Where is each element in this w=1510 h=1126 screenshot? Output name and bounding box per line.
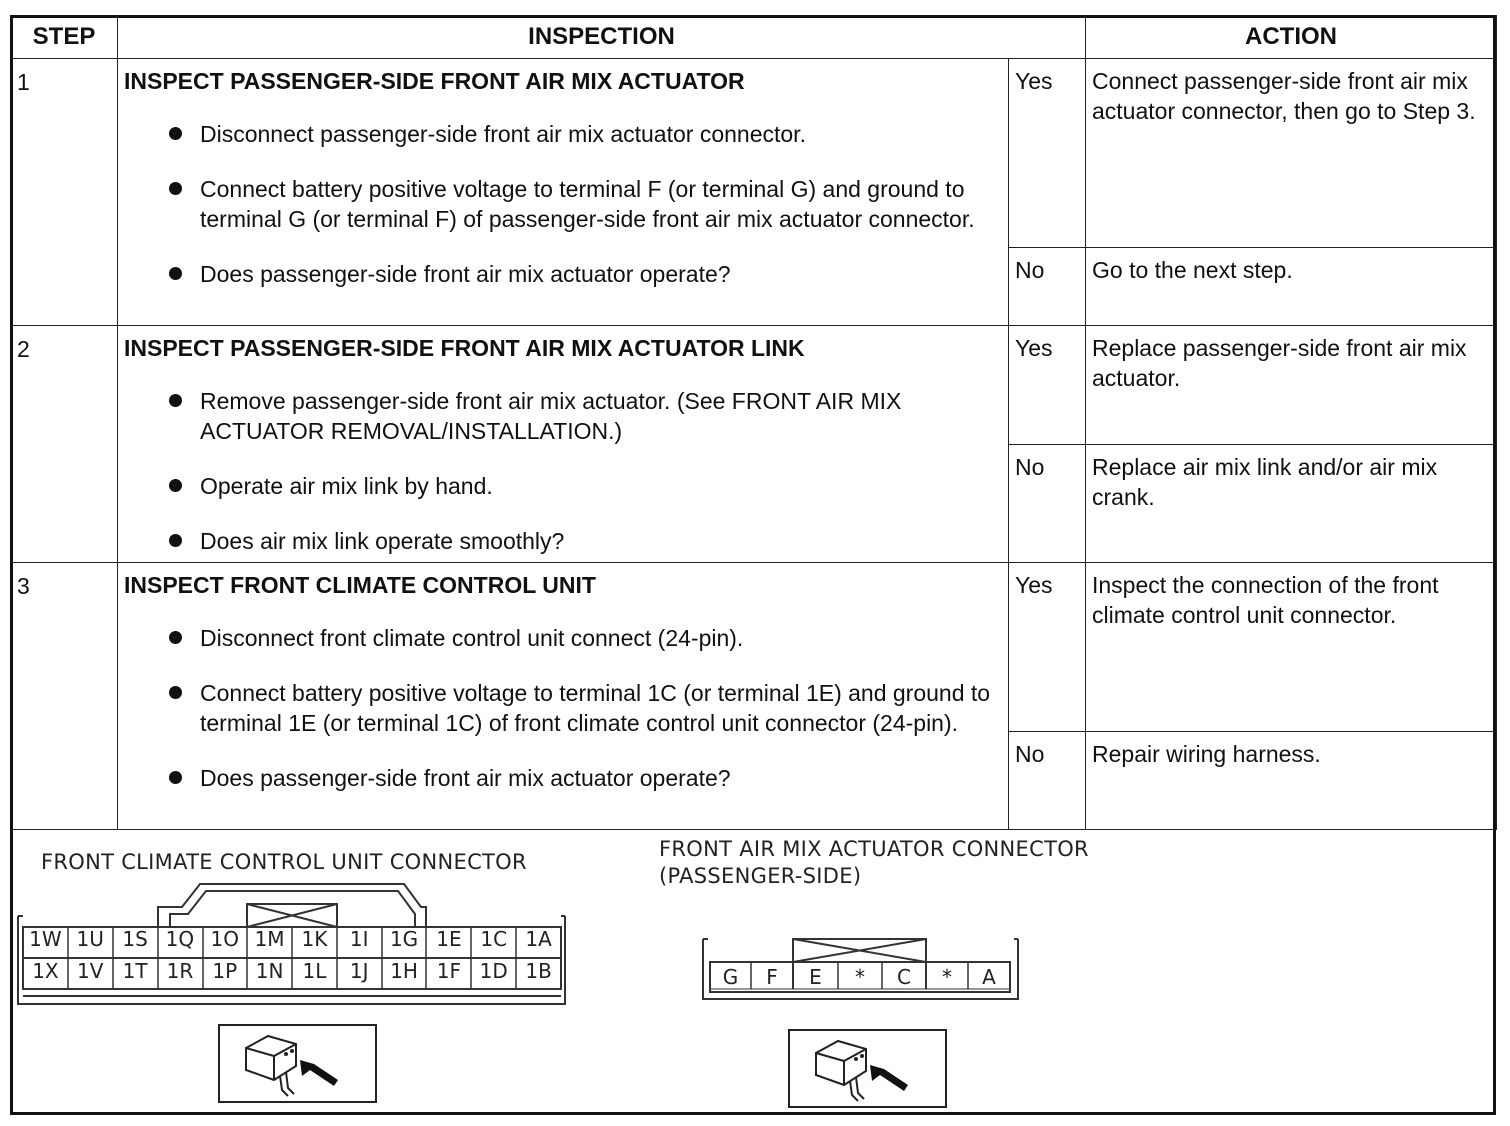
pin-label: C <box>897 965 911 989</box>
pin-label: 1S <box>122 927 148 951</box>
yes-action: Inspect the connection of the front climate control unit connector. <box>1086 563 1497 732</box>
pin-label: A <box>982 965 996 989</box>
bullet-item: Remove passenger-side front air mix actuator. (See FRONT AIR MIX ACTUATOR REMOVAL/INSTALLATION.) <box>124 386 998 446</box>
no-label: No <box>1009 732 1086 830</box>
step-number: 3 <box>11 563 118 830</box>
actuator-connector-label-line1: FRONT AIR MIX ACTUATOR CONNECTOR <box>659 837 1089 861</box>
pin-label: F <box>766 965 778 989</box>
bullet-item: Disconnect front climate control unit connect (24-pin). <box>124 623 998 653</box>
pin-label: 1N <box>255 959 284 983</box>
header-action: ACTION <box>1086 16 1497 59</box>
pin-label: * <box>855 965 865 989</box>
connector-view-icon <box>218 1024 378 1104</box>
actuator-connector-label-line2: (PASSENGER-SIDE) <box>659 864 862 888</box>
pin-label: 1F <box>436 959 462 983</box>
pin-label: 1G <box>389 927 419 951</box>
pin-label: 1E <box>436 927 462 951</box>
yes-label: Yes <box>1009 563 1086 732</box>
pin-label: 1Q <box>165 927 195 951</box>
pin-label: 1A <box>525 927 552 951</box>
pin-label: * <box>942 965 952 989</box>
step-number: 1 <box>11 59 118 326</box>
header-step: STEP <box>11 16 118 59</box>
step-title: INSPECT PASSENGER-SIDE FRONT AIR MIX ACTUATOR LINK <box>124 335 805 361</box>
bullet-item: Disconnect passenger-side front air mix actuator connector. <box>124 119 998 149</box>
pin-label: 1J <box>349 959 369 983</box>
pin-label: 1M <box>254 927 285 951</box>
no-action: Replace air mix link and/or air mix crank. <box>1086 445 1497 563</box>
pin-label: 1R <box>166 959 194 983</box>
yes-action: Replace passenger-side front air mix actuator. <box>1086 326 1497 445</box>
no-action: Repair wiring harness. <box>1086 732 1497 830</box>
pin-label: 1L <box>302 959 327 983</box>
bullet-item: Does passenger-side front air mix actuator operate? <box>124 763 998 793</box>
pin-label: E <box>809 965 822 989</box>
bullet-item: Connect battery positive voltage to terminal 1C (or terminal 1E) and ground to terminal 1E (or terminal 1C) of front climate control unit connector (24-pin). <box>124 678 998 738</box>
bullet-item: Connect battery positive voltage to terminal F (or terminal G) and ground to terminal G (or terminal F) of passenger-side front air mix actuator connector. <box>124 174 998 234</box>
connector-diagrams <box>13 829 1493 1112</box>
pin-label: 1V <box>77 959 104 983</box>
header-inspection: INSPECTION <box>118 16 1086 59</box>
yes-label: Yes <box>1009 326 1086 445</box>
no-action: Go to the next step. <box>1086 248 1497 326</box>
step-title: INSPECT PASSENGER-SIDE FRONT AIR MIX ACTUATOR <box>124 68 745 94</box>
step-number: 2 <box>11 326 118 563</box>
pin-label: 1O <box>210 927 239 951</box>
yes-label: Yes <box>1009 59 1086 248</box>
pin-label: 1W <box>29 927 62 951</box>
pin-label: 1T <box>122 959 148 983</box>
bullet-item: Does air mix link operate smoothly? <box>124 526 998 556</box>
connector-view-icon <box>788 1029 948 1109</box>
yes-action: Connect passenger-side front air mix actuator connector, then go to Step 3. <box>1086 59 1497 248</box>
pin-label: 1C <box>480 927 508 951</box>
pin-label: 1H <box>390 959 418 983</box>
no-label: No <box>1009 445 1086 563</box>
pin-label: 1X <box>32 959 59 983</box>
pin-label: 1U <box>76 927 104 951</box>
pin-label: 1D <box>479 959 508 983</box>
bullet-item: Operate air mix link by hand. <box>124 471 998 501</box>
bullet-item: Does passenger-side front air mix actuator operate? <box>124 259 998 289</box>
pin-label: 1I <box>349 927 369 951</box>
pin-label: 1B <box>525 959 552 983</box>
connector-24pin-label: FRONT CLIMATE CONTROL UNIT CONNECTOR <box>41 850 527 874</box>
no-label: No <box>1009 248 1086 326</box>
pin-label: 1P <box>212 959 238 983</box>
pin-label: 1K <box>301 927 328 951</box>
step-title: INSPECT FRONT CLIMATE CONTROL UNIT <box>124 572 596 598</box>
pin-label: G <box>722 965 739 989</box>
